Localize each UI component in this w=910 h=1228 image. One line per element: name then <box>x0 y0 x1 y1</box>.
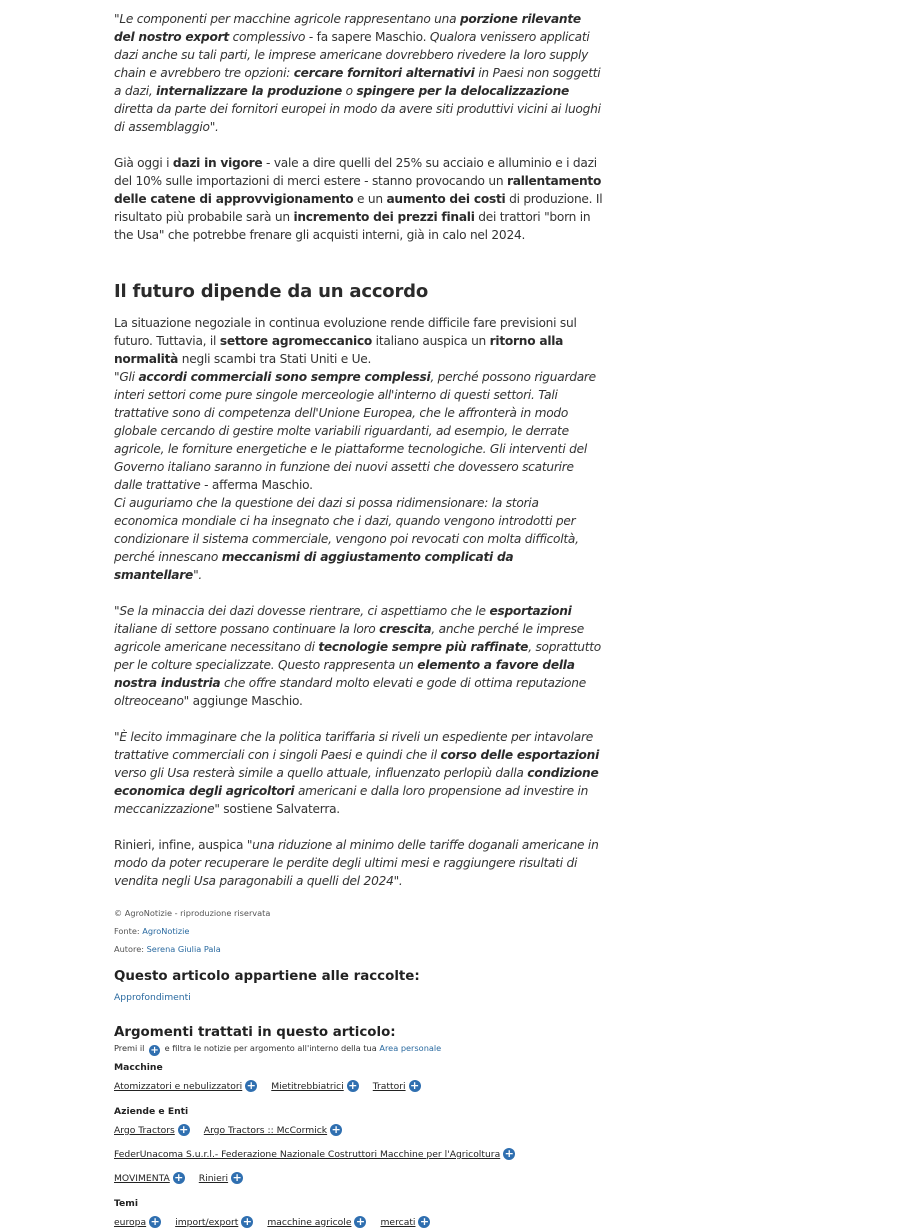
topic-group-title: Aziende e Enti <box>114 1106 189 1117</box>
emphasis-text: tecnologie sempre più raffinate <box>318 640 529 654</box>
text-run: che offre standard molto elevati e gode di ottima reputazione oltreoceano" <box>114 676 586 708</box>
paragraph-rinieri <box>114 836 604 890</box>
plus-circle-icon[interactable]: + <box>246 1079 256 1092</box>
article-body <box>114 10 604 1228</box>
text-run: "È lecito immaginare che la politica tariffaria si riveli un espediente per intavolare trattative commerciali con i singoli Paesi e quindi che il <box>114 730 593 762</box>
topics-hint <box>114 1042 604 1056</box>
plus-circle-icon[interactable]: + <box>232 1171 242 1184</box>
paragraph-dazi-in-vigore <box>114 154 604 244</box>
plus-circle-icon[interactable]: + <box>174 1171 184 1184</box>
topic-tag[interactable] <box>271 1080 359 1092</box>
text-run: "Se la minaccia dei dazi dovesse rientrare, ci aspettiamo che le <box>114 604 490 618</box>
copyright-notice: © AgroNotizie - riproduzione riservata <box>114 908 271 918</box>
emphasis-text: rallentamento delle catene di approvvigionamento <box>114 174 602 206</box>
plus-circle-icon[interactable]: + <box>348 1079 358 1092</box>
paragraph-politica-tariffaria <box>114 728 604 818</box>
text-run: aggiunge Maschio. <box>189 694 303 708</box>
emphasis-text: condizione economica degli agricoltori <box>114 766 599 798</box>
text-run: di produzione. Il risultato più probabile sarà un <box>114 192 603 224</box>
emphasis-text: cercare fornitori alternativi <box>293 66 475 80</box>
topic-tag[interactable] <box>114 1172 185 1184</box>
plus-circle-icon[interactable]: + <box>242 1215 252 1228</box>
emphasis-text: dazi in vigore <box>172 156 263 170</box>
topic-tag-label[interactable]: MOVIMENTA <box>114 1172 170 1184</box>
text-run: - afferma Maschio. <box>200 478 313 492</box>
plus-circle-icon[interactable]: + <box>179 1123 189 1136</box>
topic-tag[interactable] <box>199 1172 243 1184</box>
source-link[interactable]: AgroNotizie <box>142 926 190 936</box>
emphasis-text: aumento dei costi <box>386 192 506 206</box>
author-label: Autore: <box>114 944 147 954</box>
collection-link-approfondimenti[interactable]: Approfondimenti <box>114 992 191 1003</box>
emphasis-text: esportazioni <box>489 604 572 618</box>
topic-tag-label[interactable]: Atomizzatori e nebulizzatori <box>114 1080 243 1092</box>
text-run: verso gli Usa resterà simile a quello attuale, influenzato perlopiù dalla <box>114 766 528 780</box>
topic-tag[interactable] <box>114 1148 515 1160</box>
topic-tag[interactable] <box>373 1080 421 1092</box>
plus-circle-icon[interactable]: + <box>150 1215 160 1228</box>
topics-hint-after: e filtra le notizie per argomento all'interno della tua <box>164 1043 377 1053</box>
topic-group-title: Macchine <box>114 1062 163 1073</box>
topic-tag-label[interactable]: Argo Tractors :: McCormick <box>203 1124 328 1136</box>
topic-tag-list <box>114 1216 604 1228</box>
topic-tag-label[interactable]: europa <box>114 1216 147 1228</box>
topic-tag[interactable] <box>114 1124 190 1136</box>
emphasis-text: ritorno alla normalità <box>114 334 564 366</box>
paragraph-situazione-negoziale <box>114 314 604 368</box>
paragraph-esportazioni <box>114 602 604 710</box>
text-run: italiane di settore possano continuare la loro <box>114 622 380 636</box>
text-run: Ci auguriamo che la questione dei dazi si possa ridimensionare: la storia economica mondiale ci ha insegnato che i dazi, quando vengono introdotti per condizionare il sistema commerciale, vengono poi revocati con molta difficoltà, perché innescano <box>114 496 579 564</box>
topic-tag-label[interactable]: Rinieri <box>198 1172 229 1184</box>
emphasis-text: crescita <box>379 622 432 636</box>
text-run: in Paesi non soggetti a dazi, <box>114 66 601 98</box>
text-run: - vale a dire quelli del 25% su acciaio e alluminio e i dazi del 10% sulle importazioni di merci estere - stanno provocando un <box>114 156 597 188</box>
topic-group-title: Temi <box>114 1198 138 1209</box>
topic-tag[interactable] <box>175 1216 253 1228</box>
topic-tag-label[interactable]: mercati <box>380 1216 416 1228</box>
author-link[interactable]: Serena Giulia Pala <box>146 944 221 954</box>
text-run: negli scambi tra Stati Uniti e Ue. <box>178 352 372 366</box>
topic-tag-label[interactable]: FederUnacoma S.u.r.l.- Federazione Nazionale Costruttori Macchine per l'Agricoltura <box>114 1148 501 1160</box>
emphasis-text: corso delle esportazioni <box>440 748 600 762</box>
text-run: La situazione negoziale in continua evoluzione rende difficile fare previsioni sul futuro. Tuttavia, il <box>114 316 577 348</box>
emphasis-text: accordi commerciali sono sempre complessi <box>138 370 431 384</box>
paragraph-storia-economica <box>114 494 604 584</box>
section-heading: Il futuro dipende da un accordo <box>114 281 429 302</box>
source-label: Fonte: <box>114 926 143 936</box>
text-run: americani e dalla loro propensione ad investire in meccanizzazione" <box>114 784 589 816</box>
text-run: dei trattori "born in the Usa" che potrebbe frenare gli acquisti interni, già in calo nel 2024. <box>114 210 591 242</box>
text-run: diretta da parte dei fornitori europei in modo da avere siti produttivi vicini ai luoghi di assemblaggio". <box>114 102 601 134</box>
text-run: "una riduzione al minimo delle tariffe doganali americane in modo da poter recuperare le perdite degli ultimi mesi e raggiungere risultati di vendita negli Usa paragonabili a quelli del 2024". <box>114 838 599 888</box>
topic-tag-label[interactable]: macchine agricole <box>267 1216 352 1228</box>
text-run: sostiene Salvaterra. <box>219 802 340 816</box>
emphasis-text: meccanismi di aggiustamento complicati da smantellare <box>114 550 514 582</box>
area-personale-link[interactable]: Area personale <box>379 1043 442 1053</box>
author-line <box>114 940 604 958</box>
plus-circle-icon[interactable]: + <box>409 1079 420 1092</box>
emphasis-text: settore agromeccanico <box>219 334 373 348</box>
text-run: italiano auspica un <box>372 334 490 348</box>
text-run: "Le componenti per macchine agricole rappresentano una <box>114 12 460 26</box>
topic-tag-label[interactable]: Mietitrebbiatrici <box>271 1080 344 1092</box>
text-run: ". <box>193 568 203 582</box>
text-run: e un <box>353 192 387 206</box>
topic-tag-label[interactable]: import/export <box>175 1216 239 1228</box>
text-run: Già oggi i <box>114 156 173 170</box>
source-line <box>114 922 604 940</box>
topics-hint-before: Premi il <box>114 1043 145 1053</box>
emphasis-text: elemento a favore della nostra industria <box>114 658 575 690</box>
text-run: , soprattutto per le colture specializzate. Questo rappresenta un <box>114 640 602 672</box>
text-run: - fa sapere Maschio. <box>305 30 430 44</box>
topic-tag-label[interactable]: Trattori <box>372 1080 406 1092</box>
collections-title: Questo articolo appartiene alle raccolte: <box>114 969 420 984</box>
plus-circle-icon[interactable]: + <box>419 1215 430 1228</box>
text-run: Qualora venissero applicati dazi anche su tali parti, le imprese americane dovrebbero rivedere la loro supply chain e avrebbero tre opzioni: <box>114 30 590 80</box>
emphasis-text: spingere per la delocalizzazione <box>356 84 570 98</box>
topic-tag-label[interactable]: Argo Tractors <box>114 1124 175 1136</box>
plus-circle-icon[interactable]: + <box>331 1123 341 1136</box>
topic-tag[interactable] <box>267 1216 366 1228</box>
topic-tag[interactable] <box>204 1124 342 1136</box>
emphasis-text: internalizzare la produzione <box>156 84 342 98</box>
topic-tag-list <box>114 1124 604 1184</box>
text-run: , anche perché le imprese agricole americane necessitano di <box>114 622 584 654</box>
topic-tag-list <box>114 1080 604 1092</box>
topic-tag[interactable] <box>114 1080 257 1092</box>
topics-title: Argomenti trattati in questo articolo: <box>114 1025 396 1040</box>
paragraph-accordi-commerciali <box>114 368 604 494</box>
emphasis-text: porzione rilevante del nostro export <box>114 12 581 44</box>
topic-tag[interactable] <box>114 1216 161 1228</box>
text-run: Rinieri, infine, auspica <box>114 838 247 852</box>
text-run: "Gli <box>114 370 139 384</box>
text-run: , perché possono riguardare interi settori come pure singole merceologie all'interno di questi settori. Tali trattative sono di competenza dell'Unione Europea, che le affronterà in modo globale cercando di gestire molte variabili riguardanti, ad esempio, le derrate agricole, le forniture energetiche e le piattaforme tecnologiche. Gli interventi del Governo italiano saranno in funzione dei nuovi assetti che dovessero scaturire dalle trattative <box>114 370 596 492</box>
topic-groups <box>114 1062 604 1228</box>
plus-circle-icon[interactable]: + <box>355 1215 366 1228</box>
emphasis-text: incremento dei prezzi finali <box>293 210 475 224</box>
text-run: complessivo <box>228 30 306 44</box>
paragraph-maschio-quote <box>114 10 604 136</box>
plus-circle-icon[interactable]: + <box>504 1147 514 1160</box>
text-run: o <box>341 84 357 98</box>
plus-circle-icon: + <box>150 1045 159 1056</box>
topic-tag[interactable] <box>380 1216 430 1228</box>
